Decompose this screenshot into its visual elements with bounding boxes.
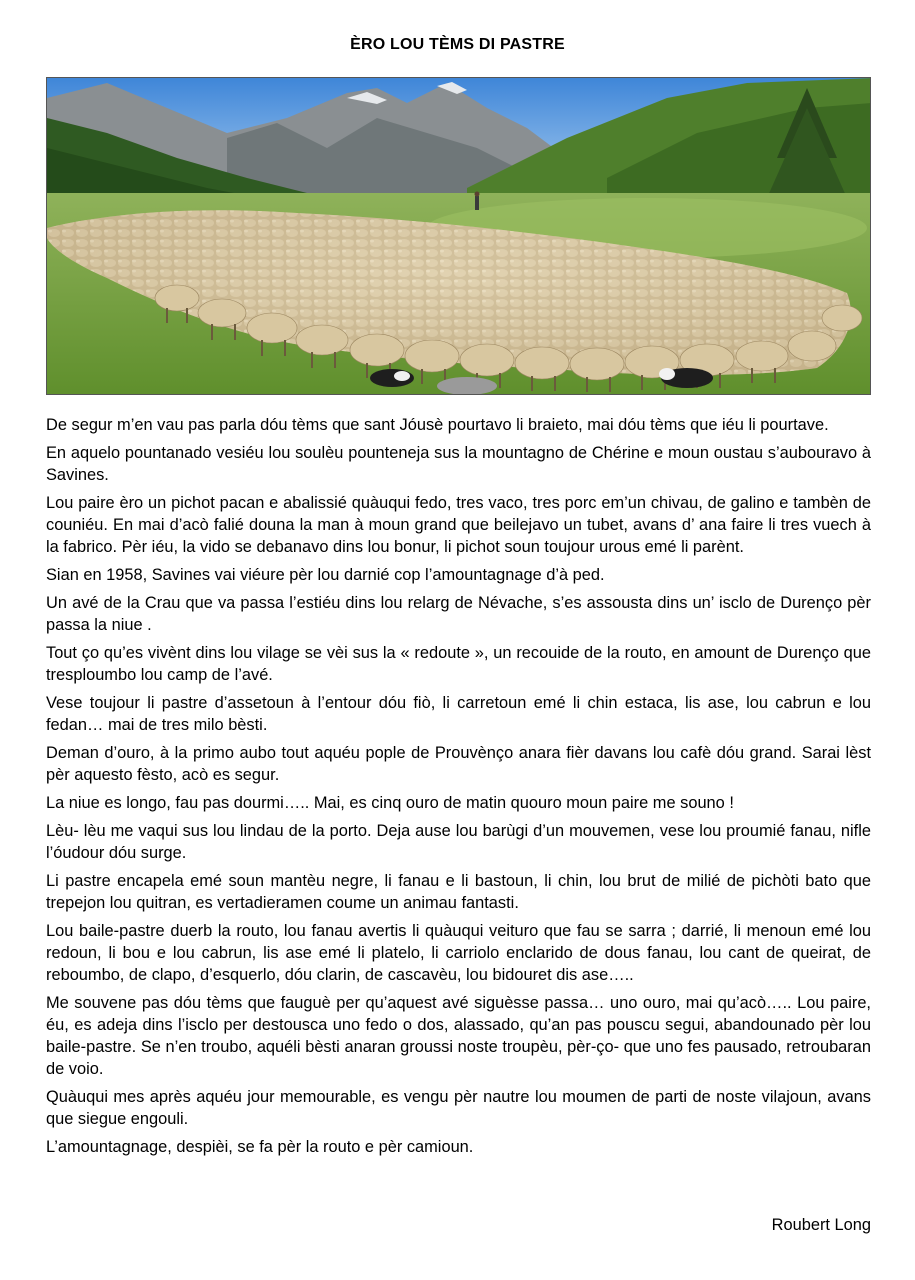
paragraph: La niue es longo, fau pas dourmi….. Mai, es cinq ouro de matin quouro moun paire me souno !: [46, 794, 734, 812]
paragraph: Quàuqui mes après aquéu jour memourable, es vengu pèr nautre lou moumen de parti de noste vilajoun, avans que siegue engouli.: [46, 1088, 871, 1128]
article-body: [46, 414, 871, 1164]
paragraph: Deman d’ouro, à la primo aubo tout aquéu pople de Prouvènço anara fièr davans lou cafè dóu grand. Sarai lèst pèr aquesto fèsto, acò es segur.: [46, 744, 871, 784]
paragraph: Li pastre encapela emé soun mantèu negre, li fanau e li bastoun, li chin, lou brut de milié de pichòti bato que trepejon lou quitran, es vertadieramen coume un animau fantasti.: [46, 872, 871, 912]
paragraph: Tout ço qu’es vivènt dins lou vilage se vèi sus la « redoute », un recouide de la routo, en amount de Durenço que tresploumbo lou camp de l’avé.: [46, 644, 871, 684]
paragraph: Lèu- lèu me vaqui sus lou lindau de la porto. Deja ause lou barùgi d’un mouvemen, vese lou proumié fanau, nifle l’óudour dóu surge.: [46, 822, 871, 862]
author-signature: Roubert Long: [771, 1216, 871, 1234]
paragraph: En aquelo pountanado vesiéu lou soulèu pounteneja sus la mountagno de Chérine e moun oustau s’aubouravo à Savines.: [46, 444, 871, 484]
paragraph: Un avé de la Crau que va passa l’estiéu dins lou relarg de Névache, s’es assousta dins un’ isclo de Durenço pèr passa la niue .: [46, 594, 871, 634]
paragraph: Lou baile-pastre duerb la routo, lou fanau avertis li quàuqui veituro que fau se sarra ; darrié, li menoun emé lou redoun, li bou e lou cabrun, lis ase emé li platelo, li carriolo enclarido de dous fanau, lou cant de queirat, de reboumbo, de clapo, d’esquerlo, dóu clarin, de cascavèu, lou bidouret dis ase…..: [46, 922, 871, 984]
paragraph: L’amountagnage, despièi, se fa pèr la routo e pèr camioun.: [46, 1138, 474, 1156]
sheep-flock-photo: [46, 77, 871, 395]
paragraph: Me souvene pas dóu tèms que fauguè per qu’aquest avé siguèsse passa… uno ouro, mai qu’acò….. Lou paire, éu, es adeja dins l’isclo per destousca uno fedo o dos, alassado, qu’an pas pouscu segui, abandounado pèr lou baile-pastre. Se n’en troubo, aquéli bèsti anaran groussi noste troupèu, pèr-ço- que uno fes pausado, retroubaran de voio.: [46, 994, 871, 1078]
paragraph: Sian en 1958, Savines vai viéure pèr lou darnié cop l’amountagnage d’à ped.: [46, 566, 605, 584]
paragraph: De segur m’en vau pas parla dóu tèms que sant Jóusè pourtavo li braieto, mai dóu tèms que iéu li pourtave.: [46, 416, 829, 434]
paragraph: Lou paire èro un pichot pacan e abalissié quàuqui fedo, tres vaco, tres porc em’un chivau, de galino e tambèn de couniéu. En mai d’acò falié douna la man à moun grand que beilejavo un tubet, avans d’ ana faire li tres vuech à la fabrico. Pèr iéu, la vido se debanavo dins lou bonur, li pichot soun toujour urous emé li parènt.: [46, 494, 871, 556]
page-title: ÈRO LOU TÈMS DI PASTRE: [350, 36, 565, 53]
paragraph: Vese toujour li pastre d’assetoun à l’entour dóu fiò, li carretoun emé li chin estaca, lis ase, lou cabrun e lou fedan… mai de tres milo bèsti.: [46, 694, 871, 734]
